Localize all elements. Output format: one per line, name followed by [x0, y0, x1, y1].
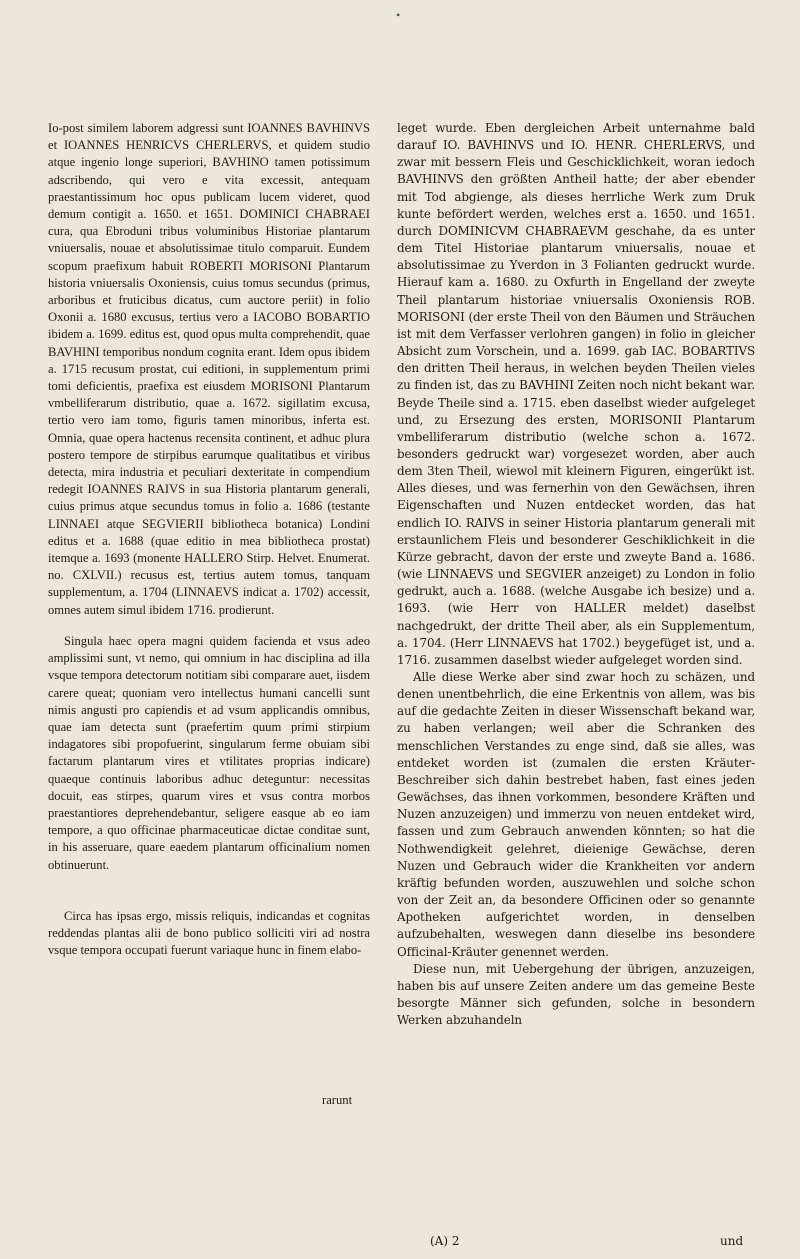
german-paragraph-3: Diese nun, mit Uebergehung der übrigen, anzuzeigen, haben bis auf unsere Zeiten andere um das gemeine Beste besorgte Männer sich gefunden, solche in besondern Werken abzuhandeln	[397, 961, 755, 1028]
german-catchword: und	[720, 1234, 744, 1248]
latin-paragraph-2: Singula haec opera magni quidem facienda et vsus adeo amplissimi sunt, vt nemo, qui omnium in hac disciplina ad illa vsque tempora detectorum notitiam sibi comparare auet, iisdem carere queat; quoniam vero intellectus humani cancelli sunt nimis angusti pro capiendis et ad vsum applicandis omnibus, quae iam detecta sunt (praefertim quum primi stirpium indagatores sibi propofuerint, singularum ferme obuiam sibi factarum plantarum vires et vtilitates proprias indicare) quaeque continuis laboribus adhuc deteguntur: necessitas docuit, eas stirpes, quarum vires et vsus contra morbos praestantiores deprehendebantur, seligere easque ab eo iam tempore, a quo officinae pharmaceuticae dictae conditae sunt, in his asseruare, quare eaedem plantarum officinalium nomen obtinuerunt.	[48, 633, 370, 872]
german-column	[397, 120, 755, 1029]
german-paragraph-1: leget wurde. Eben dergleichen Arbeit unternahme bald darauf IO. BAVHINVS und IO. HENR. CHERLERVS, und zwar mit bessern Fleis und Geschicklichkeit, woran iedoch BAVHINVS den größten Antheil hatte; der aber ebender mit Tod abgienge, als dieses herrliche Werk zum Druk kunte befördert werden, welches erst a. 1650. und 1651. durch DOMINICVM CHABRAEVM geschahe, da es unter dem Titel Historiae plantarum vniuersalis, nouae et absolutissimae zu Yverdon in 3 Folianten gedruckt wurde. Hierauf kam a. 1680. zu Oxfurth in Engelland der zweyte Theil plantarum historiae vniuersalis Oxoniensis ROB. MORISONI (der erste Theil von den Bäumen und Sträuchen ist mit dem Verfasser verlohren gangen) in folio in gleicher Absicht zum Vorschein, und a. 1699. gab IAC. BOBARTIVS den dritten Theil heraus, in welchen beyden Theilen vieles zu finden ist, das zu BAVHINI Zeiten noch nicht bekant war. Beyde Theile sind a. 1715. eben daselbst wieder aufgeleget und, zu Ersezung des ersten, MORISONII Plantarum vmbelliferarum distributio (welche schon a. 1672. besonders gedruckt war) vorgesezet worden, aber auch dem 3ten Theil, wiewol mit kleinern Figuren, eingerükt ist. Alles dieses, und was fernerhin von den Gewächsen, ihren Eigenschaften und Nuzen entdecket worden, das hat endlich IO. RAIVS in seiner Historia plantarum generali mit erstaunlichem Fleis und besonderer Geschiklichkeit in die Kürze gebracht, davon der erste und zweyte Band a. 1686. (wie LINNAEVS und SEGVIER anzeiget) zu London in folio gedrukt, auch a. 1688. (welche Ausgabe ich besize) und a. 1693. (wie Herr von HALLER meldet) daselbst nachgedrukt, der dritte Theil aber, als ein Supplementum, a. 1704. (Herr LINNAEVS hat 1702.) beygefüget ist, und a. 1716. zusammen daselbst wieder aufgeleget worden sind.	[397, 121, 755, 667]
german-paragraph-2: Alle diese Werke aber sind zwar hoch zu schäzen, und denen unentbehrlich, die eine Erkentnis von allem, was bis auf die gedachte Zeiten in dieser Wissenschaft bekand war, zu haben verlangen; weil aber die Schranken des menschlichen Verstandes zu enge sind, daß sie alles, was entdeket worden ist (zumalen die ersten Kräuter-Beschreiber sich dahin bestrebet haben, fast eines jeden Gewächses, das ihnen vorkommen, besondere Kräften und Nuzen anzuzeigen) und immerzu von neuen entdeket wird, fassen und zum Gebrauch anwenden könnten; so hat die Nothwendigkeit gelehret, dieienige Gewächse, deren Nuzen und Gebrauch wider die Krankheiten vor andern kräftig befunden worden, auszuwehlen und solche schon von der Zeit an, da besondere Officinen oder so genannte Apotheken aufgerichtet worden, in denselben aufzubehalten, weswegen dann dieselbe ins besondere Officinal-Kräuter genennet werden.	[397, 670, 755, 959]
signature-mark: (A) 2	[430, 1234, 460, 1248]
latin-paragraph-1: Io-post similem laborem adgressi sunt IOANNES BAVHINVS et IOANNES HENRICVS CHERLERVS, et quidem studio atque ingenio longe superiori, BAVHINO tamen potissimum adscribendo, qui vero e vita excessit, antequam praestantissimum hoc opus publicam lucem videret, quod demum contigit a. 1650. et 1651. DOMINICI CHABRAEI cura, qua Ebroduni tribus voluminibus Historiae plantarum vniuersalis, nouae et absolutissimae titulo comparuit. Eundem scopum praefixum habuit ROBERTI MORISONI Plantarum historia vniuersalis Oxoniensis, cuius tomus secundus (primus, arboribus et fruticibus dicatus, cum auctore periit) in folio Oxonii a. 1680 excusus, tertius vero a IACOBO BOBARTIO ibidem a. 1699. editus est, quod opus multa comprehendit, quae BAVHINI temporibus nondum cognita erant. Idem opus ibidem a. 1715 recusum prostat, cui editioni, in supplementum primi tomi deficientis, praefixa est eiusdem MORISONI Plantarum vmbelliferarum distributio, quae a. 1672. sigillatim excusa, tertio vero iam tomo, figuris tamen minoribus, inferta est. Omnia, quae opera hactenus recensita continent, et adhuc plura postero tempore de stirpibus earumque qualitatibus et viribus detecta, mira industria et peculiari dexteritate in compendium redegit IOANNES RAIVS in sua Historia plantarum generali, cuius primus atque secundus tomus in folio a. 1686 (testante LINNAEI atque SEGVIERII bibliotheca botanica) Londini editus et a. 1688 (quae editio in mea bibliotheca prostat) itemque a. 1693 (monente HALLERO Stirp. Helvet. Enumerat. no. CXLVII.) recusus est, tertius autem tomus, tanquam supplementum, a. 1704 (LINNAEVS indicat a. 1702) accessit, omnes autem simul ibidem 1716. prodierunt.	[48, 121, 370, 617]
latin-paragraph-3: Circa has ipsas ergo, missis reliquis, indicandas et cognitas reddendas plantas alii de bono publico solliciti viri ad nostra vsque tempora occupati fuerunt variaque hunc in finem elabo-	[48, 908, 370, 958]
latin-column	[48, 120, 370, 959]
page-mark: •	[396, 8, 401, 22]
latin-catchword: rarunt	[322, 1093, 353, 1107]
